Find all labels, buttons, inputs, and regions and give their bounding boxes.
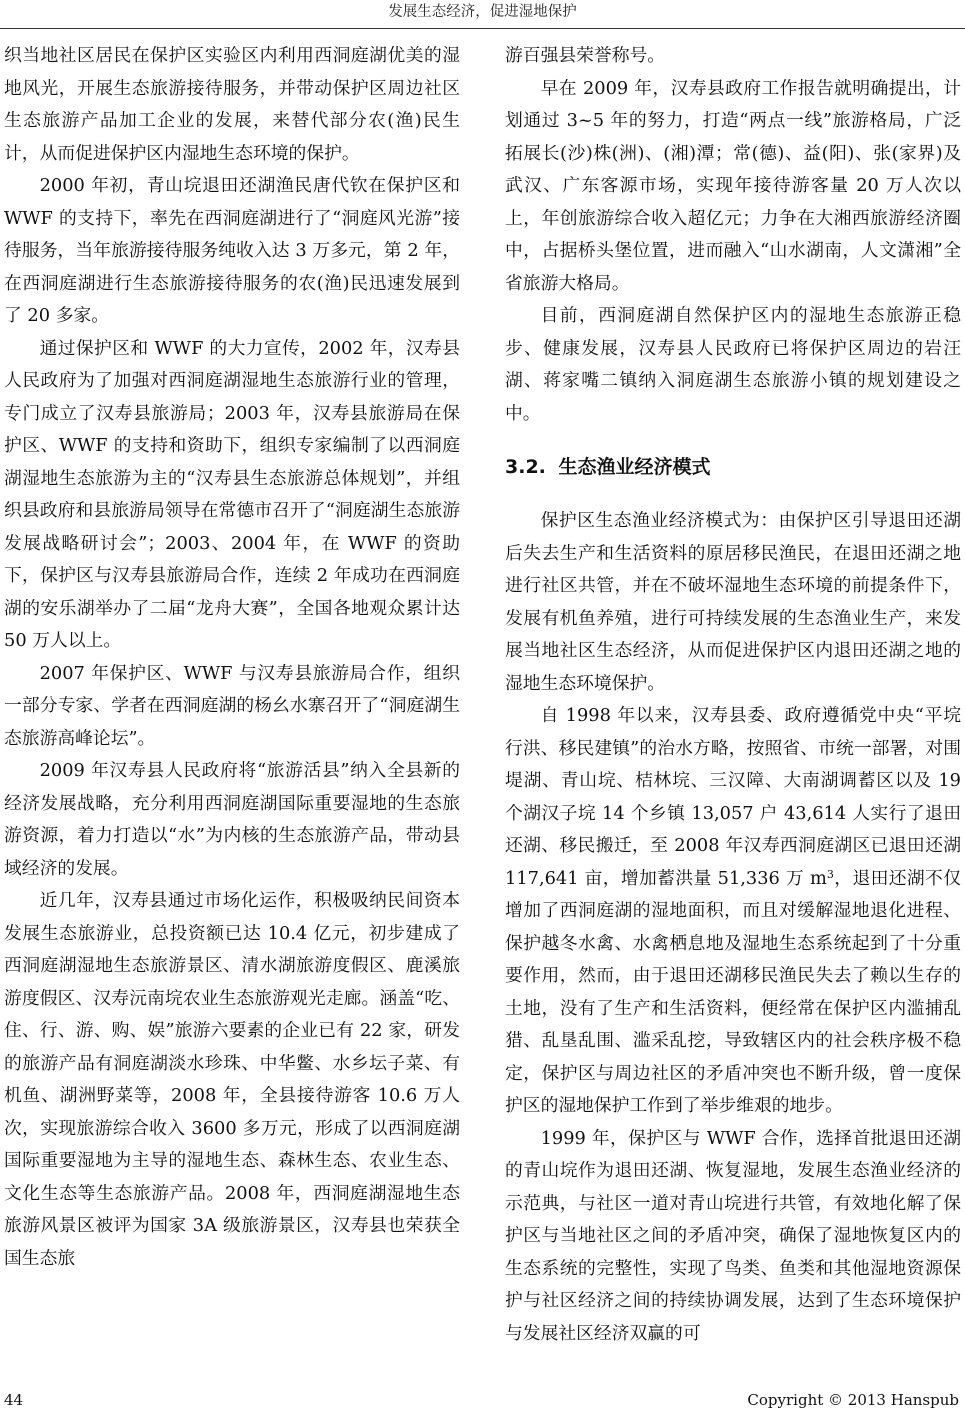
section-number: 3.2. bbox=[505, 456, 546, 478]
superscript: 3 bbox=[826, 867, 834, 881]
copyright: Copyright © 2013 Hanspub bbox=[747, 1391, 959, 1409]
left-column bbox=[4, 40, 460, 1275]
paragraph: 近几年，汉寿县通过市场化运作，积极吸纳民间资本发展生态旅游业，总投资额已达 10.4 亿元，初步建成了西洞庭湖湿地生态旅游景区、清水湖旅游度假区、鹿溪旅游度假区、汉寿沅南垸农业生态旅游观光走廊。涵盖“吃、住、行、游、购、娱”旅游六要素的企业已有 22 家，研发的旅游产品有洞庭湖淡水珍珠、中华鳖、水乡坛子菜、有机鱼、湖洲野菜等，2008 年，全县接待游客 10.6 万人次，实现旅游综合收入 3600 多万元，形成了以西洞庭湖国际重要湿地为主导的湿地生态、森林生态、农业生态、文化生态等生态旅游产品。2008 年，西洞庭湖湿地生态旅游风景区被评为国家 3A 级旅游景区，汉寿县也荣获全国生态旅 bbox=[4, 890, 460, 1269]
running-header: 发展生态经济，促进湿地保护 bbox=[388, 4, 577, 20]
paragraph: 保护区生态渔业经济模式为：由保护区引导退田还湖后失去生产和生活资料的原居移民渔民，在退田还湖之地进行社区共管，并在不破坏湿地生态环境的前提条件下，发展有机鱼养殖，进行可持续发展的生态渔业生产，来发展当地社区生态经济，从而促进保护区内退田还湖之地的湿地生态环境保护。 bbox=[505, 510, 961, 694]
page-number: 44 bbox=[4, 1391, 24, 1409]
paragraph: 2009 年汉寿县人民政府将“旅游活县”纳入全县新的经济发展战略，充分利用西洞庭湖国际重要湿地的生态旅游资源，着力打造以“水”为内核的生态旅游产品，带动县域经济的发展。 bbox=[4, 760, 460, 879]
paragraph: 织当地社区居民在保护区实验区内利用西洞庭湖优美的湿地风光，开展生态旅游接待服务，并带动保护区周边社区生态旅游产品加工企业的发展，来替代部分农(渔)民生计，从而促进保护区内湿地生态环境的保护。 bbox=[4, 45, 460, 164]
paragraph-text: ，退田还湖不仅增加了西洞庭湖的湿地面积，而且对缓解湿地退化进程、保护越冬水禽、水禽栖息地及湿地生态系统起到了十分重要作用，然而，由于退田还湖移民渔民失去了赖以生存的土地，没有了生产和生活资料，便经常在保护区内滥捕乱猎、乱垦乱围、滥采乱挖，导致辖区内的社会秩序极不稳定，保护区与周边社区的矛盾冲突也不断升级，曾一度保护区的湿地保护工作到了举步维艰的地步。 bbox=[505, 867, 961, 1116]
paragraph: 2007 年保护区、WWF 与汉寿县旅游局合作，组织一部分专家、学者在西洞庭湖的杨幺水寨召开了“洞庭湖生态旅游高峰论坛”。 bbox=[4, 662, 460, 749]
right-column bbox=[505, 40, 961, 1350]
paragraph: 2000 年初，青山垸退田还湖渔民唐代钦在保护区和 WWF 的支持下，率先在西洞庭湖进行了“洞庭风光游”接待服务，当年旅游接待服务纯收入达 3 万多元，第 2 年，在西洞庭湖进行生态旅游接待服务的农(渔)民迅速发展到了 20 多家。 bbox=[4, 175, 460, 326]
section-title: 生态渔业经济模式 bbox=[558, 456, 711, 478]
paragraph-text: 自 1998 年以来，汉寿县委、政府遵循党中央“平垸行洪、移民建镇”的治水方略，按照省、市统一部署，对围堤湖、青山垸、桔林垸、三汉障、大南湖调蓄区以及 19 个湖汉子垸 14 个乡镇 13,057 户 43,614 人实行了退田还湖、移民搬迁，至 2008 年汉寿西洞庭湖区已退田还湖 117,641 亩，增加蓄洪量 51,336 万 m bbox=[505, 705, 961, 889]
paragraph: 目前，西洞庭湖自然保护区内的湿地生态旅游正稳步、健康发展，汉寿县人民政府已将保护区周边的岩汪湖、蒋家嘴二镇纳入洞庭湖生态旅游小镇的规划建设之中。 bbox=[505, 305, 961, 424]
paragraph: 游百强县荣誉称号。 bbox=[505, 45, 666, 66]
header-rule bbox=[0, 28, 965, 29]
paragraph: 1999 年，保护区与 WWF 合作，选择首批退田还湖的青山垸作为退田还湖、恢复湿地，发展生态渔业经济的示范典，与社区一道对青山垸进行共管，有效地化解了保护区与当地社区之间的矛盾冲突，确保了湿地恢复区内的生态系统的完整性，实现了鸟类、鱼类和其他湿地资源保护与社区经济之间的持续协调发展，达到了生态环境保护与发展社区经济双赢的可 bbox=[505, 1127, 961, 1344]
paragraph bbox=[505, 700, 961, 1123]
paragraph: 通过保护区和 WWF 的大力宣传，2002 年，汉寿县人民政府为了加强对西洞庭湖湿地生态旅游行业的管理，专门成立了汉寿县旅游局；2003 年，汉寿县旅游局在保护区、WWF 的支持和资助下，组织专家编制了以西洞庭湖湿地生态旅游为主的“汉寿县生态旅游总体规划”，并组织县政府和县旅游局领导在常德市召开了“洞庭湖生态旅游发展战略研讨会”；2003、2004 年，在 WWF 的资助下，保护区与汉寿县旅游局合作，连续 2 年成功在西洞庭湖的安乐湖举办了二届“龙舟大赛”，全国各地观众累计达 50 万人以上。 bbox=[4, 337, 460, 651]
paragraph: 早在 2009 年，汉寿县政府工作报告就明确提出，计划通过 3~5 年的努力，打造“两点一线”旅游格局，广泛拓展长(沙)株(洲)、(湘)潭；常(德)、益(阳)、张(家界)及武汉、广东客源市场，实现年接待游客量 20 万人次以上，年创旅游综合收入超亿元；力争在大湘西旅游经济圈中，占据桥头堡位置，进而融入“山水湖南，人文潇湘”全省旅游大格局。 bbox=[505, 77, 961, 294]
section-heading bbox=[505, 451, 961, 483]
